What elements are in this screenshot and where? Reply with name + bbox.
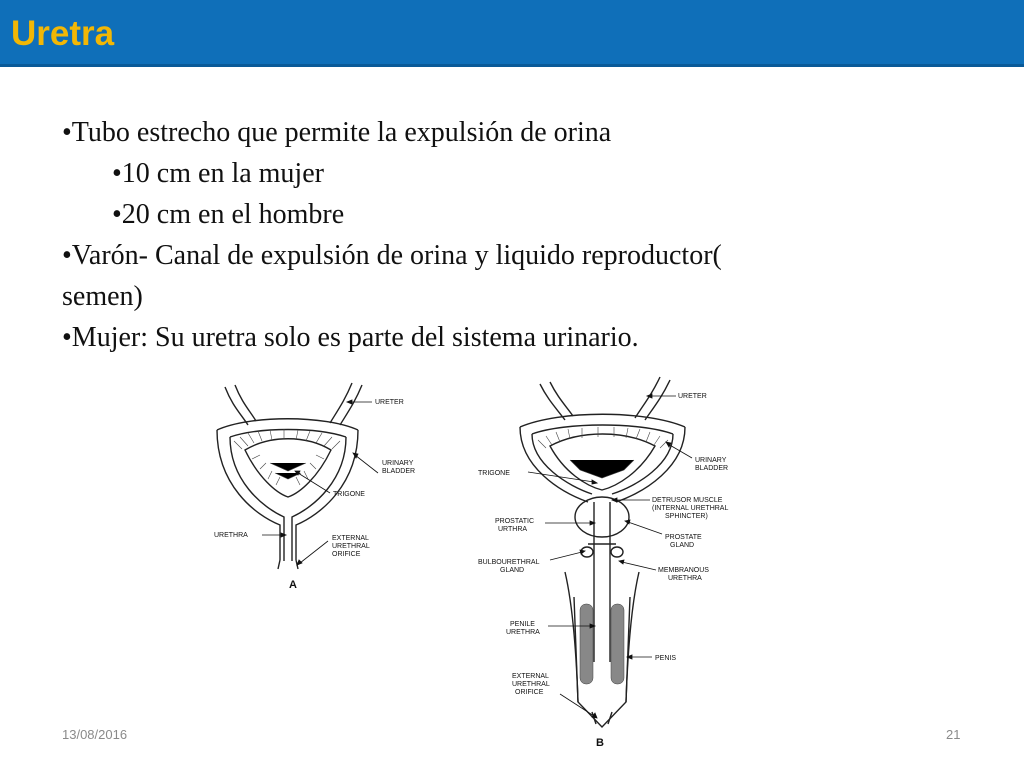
label-ureter: URETER <box>678 393 707 400</box>
label-external-urethral-orifice: EXTERNAL <box>512 673 549 680</box>
label-urinary-bladder: URINARY <box>382 460 414 467</box>
female-urethra-diagram <box>200 375 460 595</box>
slide-number: 21 <box>946 727 961 742</box>
figure-letter-a: A <box>289 579 297 591</box>
label-external-urethral-orifice-2: URETHRAL <box>512 681 550 688</box>
label-membranous-urethra: MEMBRANOUS <box>658 567 709 574</box>
title-bar <box>0 0 1024 67</box>
label-urinary-bladder: URINARY <box>695 457 727 464</box>
label-urinary-bladder-2: BLADDER <box>382 468 416 475</box>
figure-letter-b: B <box>596 737 604 749</box>
label-trigone: TRIGONE <box>333 491 365 498</box>
label-urethra: URETHRA <box>214 532 248 539</box>
sub-bullet-item: •20 cm en el hombre <box>112 199 345 230</box>
label-penile-urethra: PENILE <box>510 621 535 628</box>
label-external-urethral-orifice-3: ORIFICE <box>332 551 361 558</box>
label-bulbourethral-gland-2: GLAND <box>500 567 525 574</box>
label-ureter: URETER <box>375 399 404 406</box>
label-prostate-gland-2: GLAND <box>670 542 695 549</box>
label-prostatic-urethra-2: URTHRA <box>498 526 528 533</box>
label-external-urethral-orifice-2: URETHRAL <box>332 543 370 550</box>
label-prostate-gland: PROSTATE <box>665 534 702 541</box>
label-detrusor-muscle: DETRUSOR MUSCLE <box>652 497 723 504</box>
label-detrusor-muscle-2: (INTERNAL URETHRAL <box>652 505 729 512</box>
bullet-item: •Varón- Canal de expulsión de orina y liquido reproductor( <box>62 240 722 271</box>
label-external-urethral-orifice: EXTERNAL <box>332 535 369 542</box>
label-trigone: TRIGONE <box>478 470 510 477</box>
bullet-item: •Tubo estrecho que permite la expulsión de orina <box>62 117 612 148</box>
male-urethra-diagram <box>470 372 760 752</box>
label-detrusor-muscle-3: SPHINCTER) <box>665 513 708 520</box>
label-bulbourethral-gland: BULBOURETHRAL <box>478 559 540 566</box>
slide-date: 13/08/2016 <box>62 727 128 742</box>
sub-bullet-item: •10 cm en la mujer <box>112 158 324 189</box>
bullet-continuation: semen) <box>62 281 143 312</box>
label-prostatic-urethra: PROSTATIC <box>495 518 535 525</box>
slide-title: Uretra <box>11 14 115 53</box>
label-urinary-bladder-2: BLADDER <box>695 465 729 472</box>
bullet-list <box>62 112 962 358</box>
label-penis: PENIS <box>655 655 677 662</box>
bullet-item: •Mujer: Su uretra solo es parte del sistema urinario. <box>62 322 639 353</box>
label-membranous-urethra-2: URETHRA <box>668 575 702 582</box>
label-penile-urethra-2: URETHRA <box>506 629 540 636</box>
label-external-urethral-orifice-3: ORIFICE <box>515 689 544 696</box>
